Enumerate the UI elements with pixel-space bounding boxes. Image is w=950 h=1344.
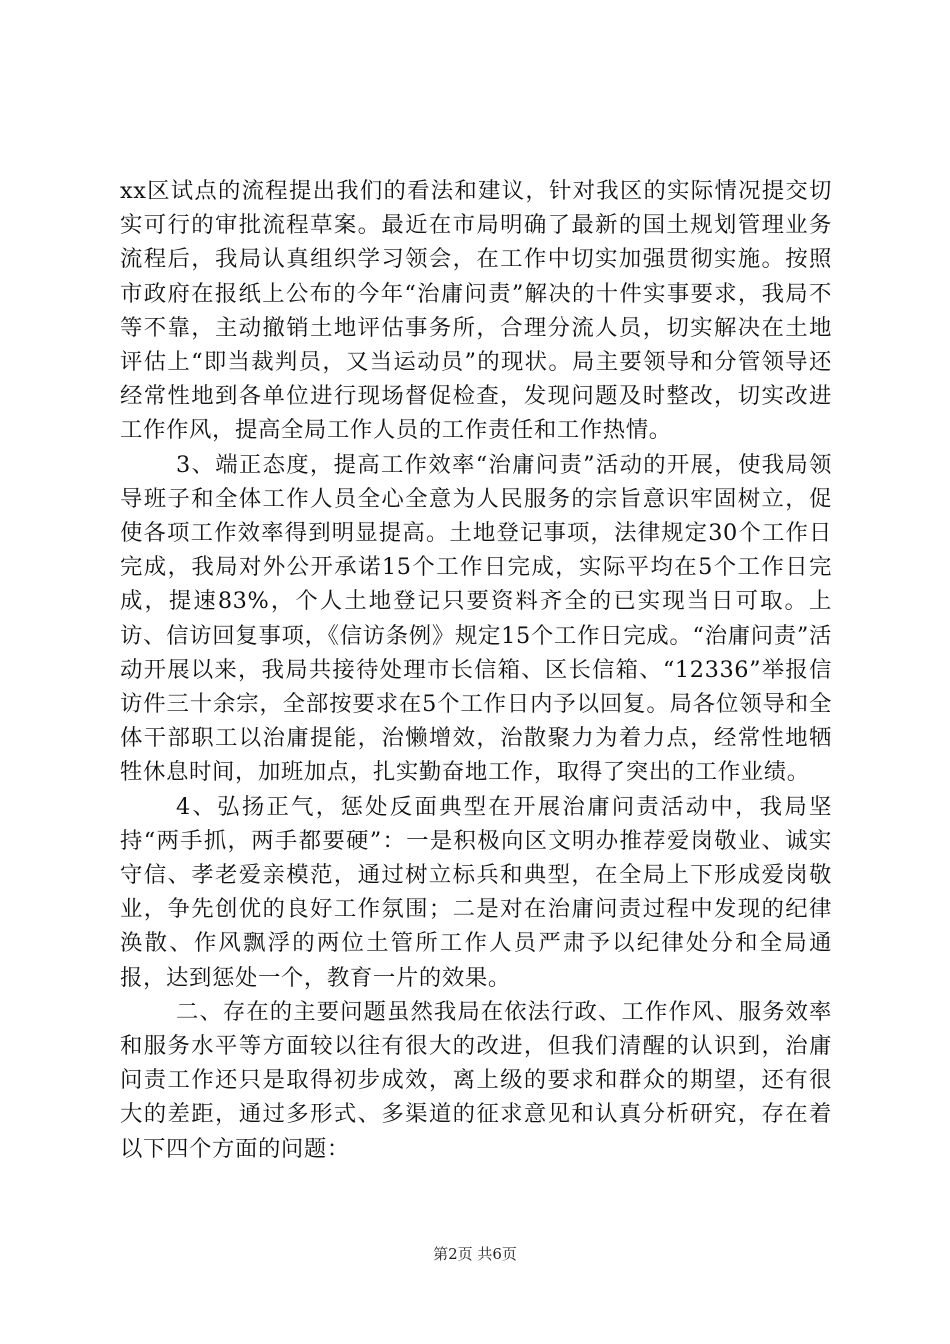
paragraph-section-3: 3、端正态度，提高工作效率“治庸问责”活动的开展，使我局领导班子和全体工作人员全心全意为人民服务的宗旨意识牢固树立，促使各项工作效率得到明显提高。土地登记事项，法律规定30个工作日完成，我局对外公开承诺15个工作日完成，实际平均在5个工作日完成，提速83%，个人土地登记只要资料齐全的已实现当日可取。上访、信访回复事项，《信访条例》规定15个工作日完成。“治庸问责”活动开展以来，我局共接待处理市长信箱、区长信箱、“12336”举报信访件三十余宗，全部按要求在5个工作日内予以回复。局各位领导和全体干部职工以治庸提能，治懒增效，治散聚力为着力点，经常性地牺牲休息时间，加班加点，扎实勤奋地工作，取得了突出的工作业绩。: [120, 451, 832, 786]
document-body: [120, 174, 832, 1166]
page-number-footer: 第2页 共6页: [433, 1245, 517, 1263]
paragraph-section-4: 4、弘扬正气，惩处反面典型在开展治庸问责活动中，我局坚持“两手抓，两手都要硬”：一是积极向区文明办推荐爱岗敬业、诚实守信、孝老爱亲模范，通过树立标兵和典型，在全局上下形成爱岗敬业，争先创优的良好工作氛围；二是对在治庸问责过程中发现的纪律涣散、作风飘浮的两位土管所工作人员严肃予以纪律处分和全局通报，达到惩处一个，教育一片的效果。: [120, 793, 832, 991]
paragraph-continuation: xx区试点的流程提出我们的看法和建议，针对我区的实际情况提交切实可行的审批流程草案。最近在市局明确了最新的国土规划管理业务流程后，我局认真组织学习领会，在工作中切实加强贯彻实施。按照市政府在报纸上公布的今年“治庸问责”解决的十件实事要求，我局不等不靠，主动撤销土地评估事务所，合理分流人员，切实解决在土地评估上“即当裁判员，又当运动员”的现状。局主要领导和分管领导还经常性地到各单位进行现场督促检查，发现问题及时整改，切实改进工作作风，提高全局工作人员的工作责任和工作热情。: [120, 178, 832, 444]
paragraph-main-problems: 二、存在的主要问题虽然我局在依法行政、工作作风、服务效率和服务水平等方面较以往有很大的改进，但我们清醒的认识到，治庸问责工作还只是取得初步成效，离上级的要求和群众的期望，还有很大的差距，通过多形式、多渠道的征求意见和认真分析研究，存在着以下四个方面的问题：: [120, 998, 832, 1162]
